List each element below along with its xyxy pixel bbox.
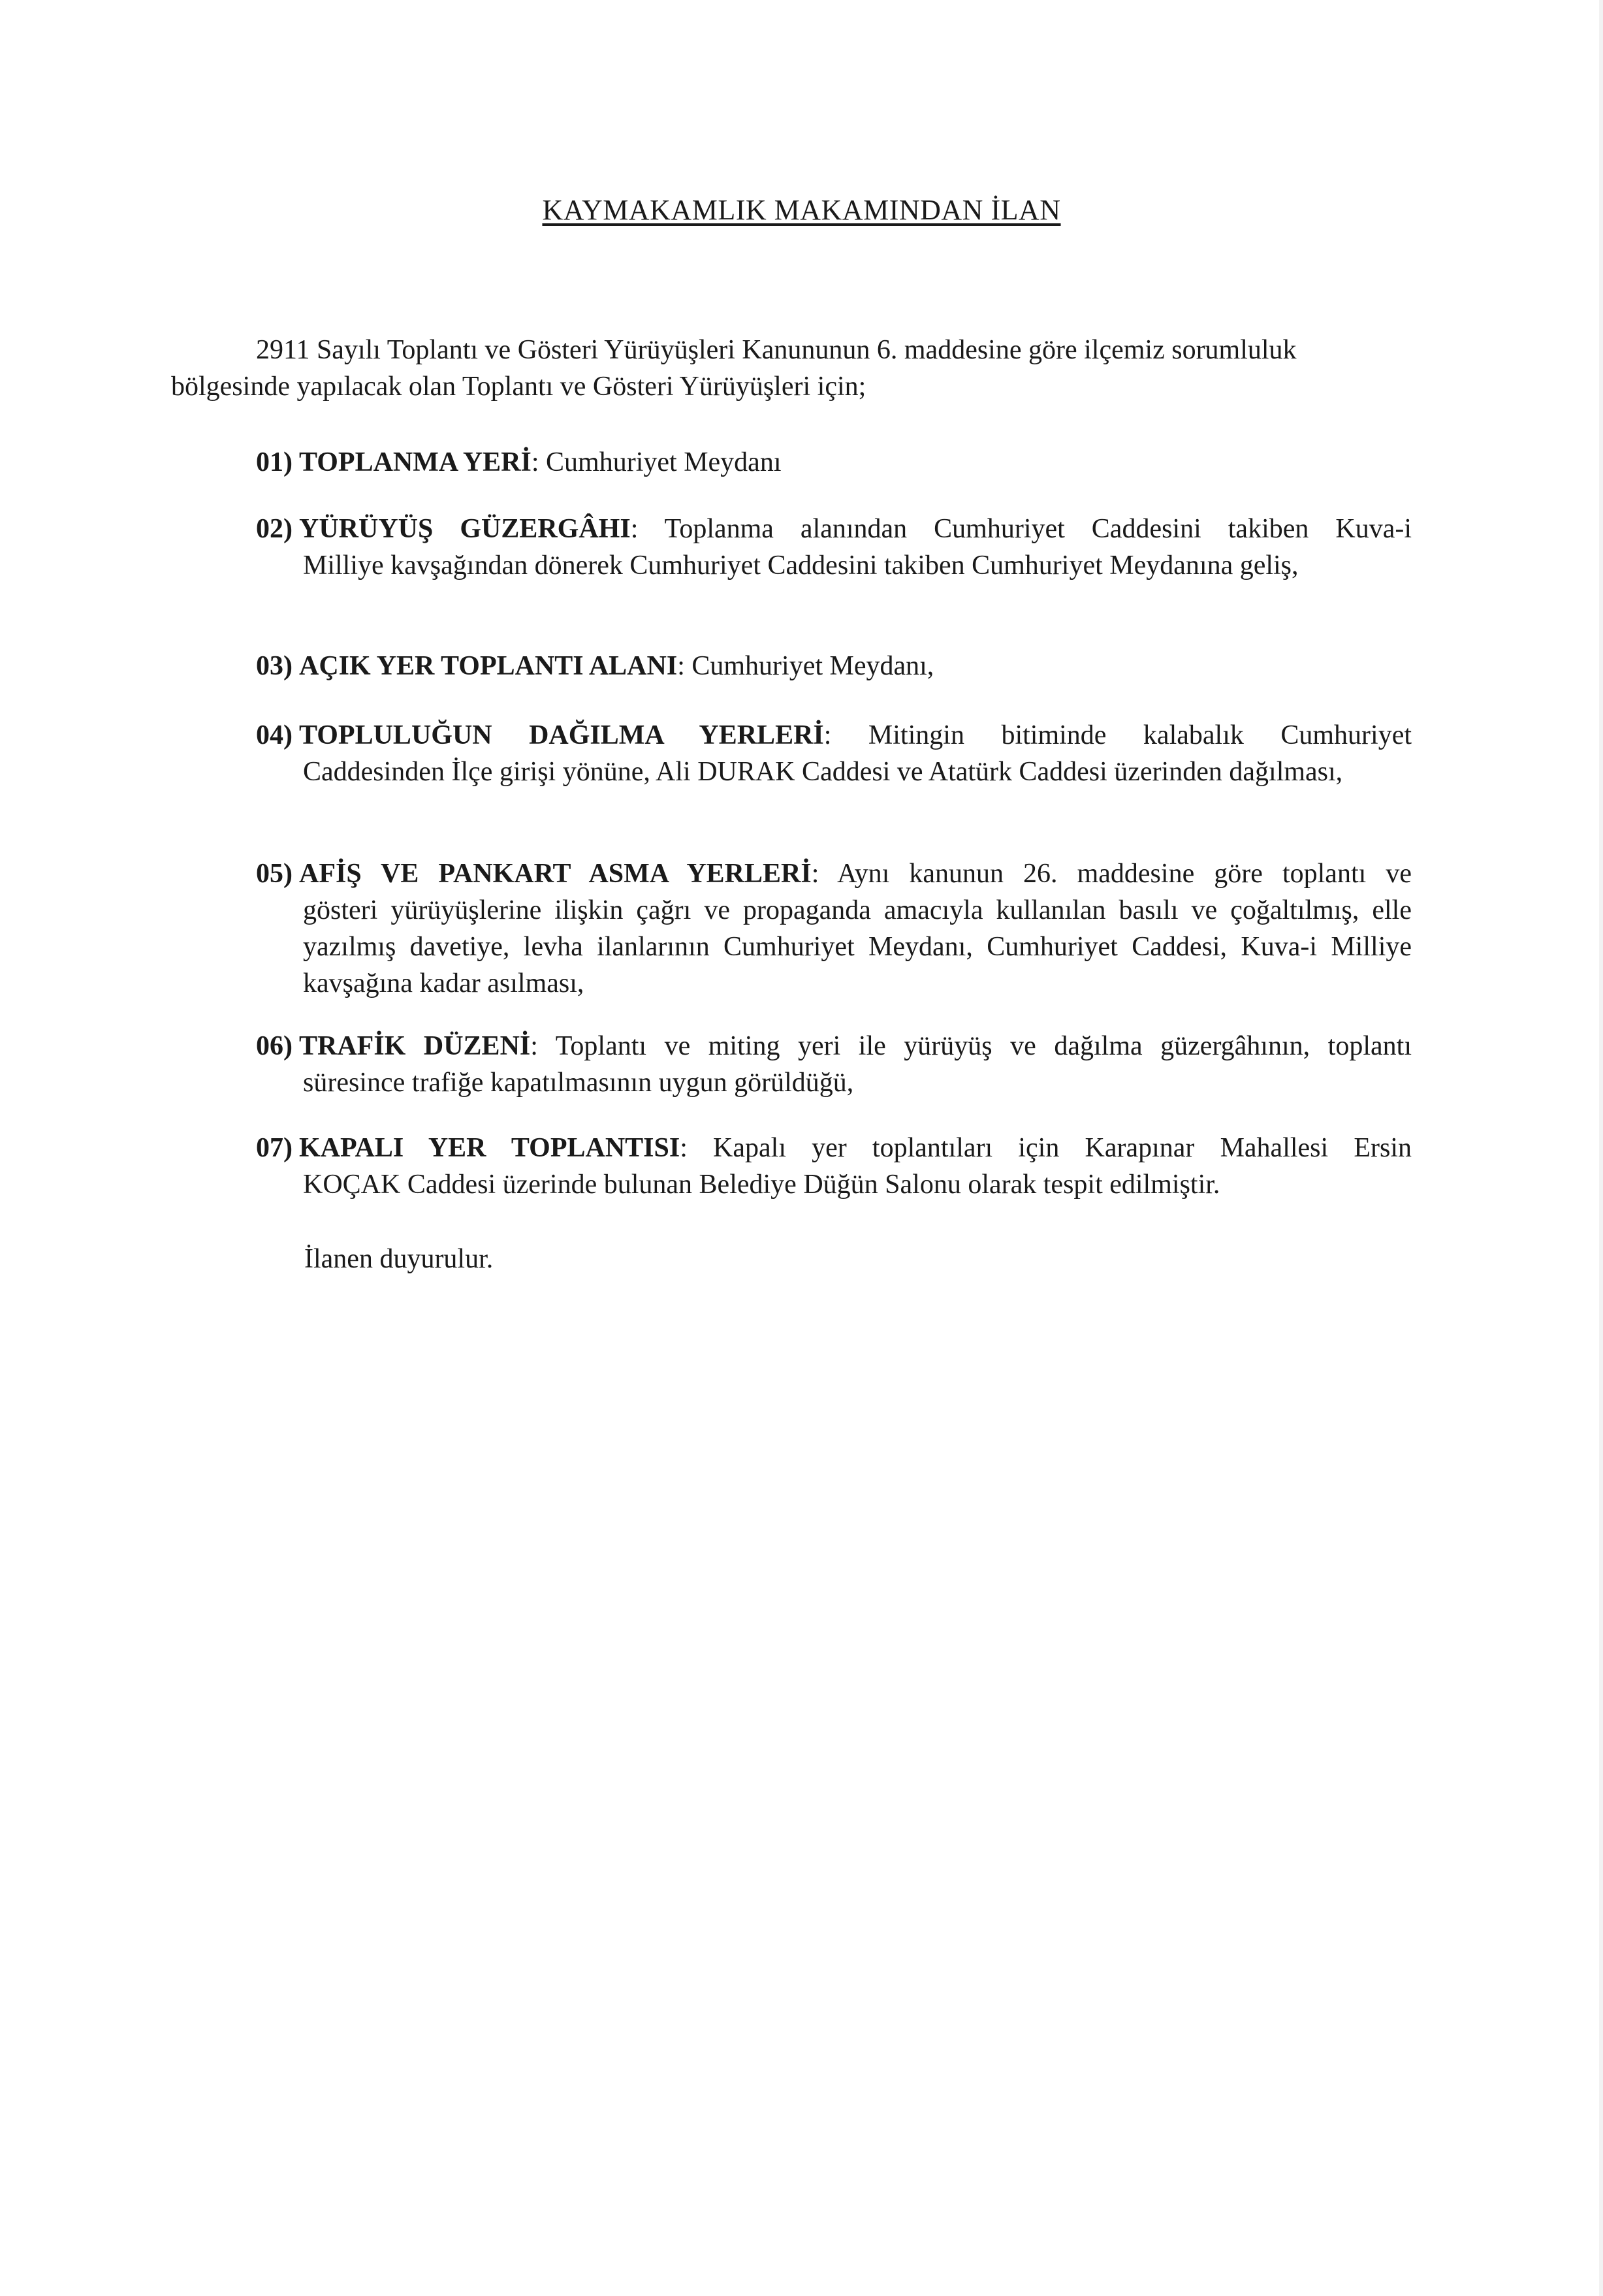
list-item-05 bbox=[256, 855, 1412, 1002]
scan-edge bbox=[1599, 0, 1603, 2296]
item-heading: YÜRÜYÜŞ GÜZERGÂHI bbox=[299, 514, 631, 544]
list-item-02 bbox=[256, 511, 1412, 584]
item-text: : Mitingin bitiminde kalabalık Cumhuriyet bbox=[823, 720, 1412, 750]
item-heading: KAPALI YER TOPLANTISI bbox=[299, 1133, 680, 1163]
item-text: : Aynı kanunun 26. maddesine göre toplantı ve bbox=[811, 859, 1412, 889]
intro-line-1: 2911 Sayılı Toplantı ve Gösteri Yürüyüşleri Kanununun 6. maddesine göre ilçemiz sorumluluk bbox=[256, 335, 1297, 365]
item-first-line bbox=[256, 1130, 1412, 1166]
list-item-04 bbox=[256, 717, 1412, 790]
item-heading: TRAFİK DÜZENİ bbox=[299, 1031, 531, 1061]
item-heading: AFİŞ VE PANKART ASMA YERLERİ bbox=[299, 859, 812, 889]
item-continuation: gösteri yürüyüşlerine ilişkin çağrı ve propaganda amacıyla kullanılan basılı ve çoğaltılmış, elle yazılmış davetiye, levha ilanlarının Cumhuriyet Meydanı, Cumhuriyet Caddesi, Kuva-i Milliye kavşağına kadar asılması, bbox=[303, 895, 1412, 998]
item-heading: TOPLULUĞUN DAĞILMA YERLERİ bbox=[299, 720, 824, 750]
item-text: : Toplantı ve miting yeri ile yürüyüş ve dağılma güzergâhının, toplantı bbox=[530, 1031, 1412, 1061]
list-item-07 bbox=[256, 1130, 1412, 1203]
item-first-line bbox=[256, 1028, 1412, 1064]
item-heading: TOPLANMA YERİ bbox=[299, 447, 532, 477]
intro-line-2: bölgesinde yapılacak olan Toplantı ve Gösteri Yürüyüşleri için; bbox=[171, 372, 866, 402]
item-number: 02) bbox=[256, 514, 293, 544]
document-title: KAYMAKAMLIK MAKAMINDAN İLAN bbox=[542, 194, 1061, 226]
item-text: : Kapalı yer toplantıları için Karapınar Mahallesi Ersin bbox=[680, 1133, 1412, 1163]
item-first-line bbox=[256, 511, 1412, 547]
list-item-06 bbox=[256, 1028, 1412, 1101]
item-text: : Cumhuriyet Meydanı, bbox=[677, 651, 934, 681]
item-continuation: KOÇAK Caddesi üzerinde bulunan Belediye Düğün Salonu olarak tespit edilmiştir. bbox=[303, 1170, 1220, 1200]
closing-line: İlanen duyurulur. bbox=[304, 1244, 494, 1274]
item-number: 01) bbox=[256, 447, 293, 477]
intro-paragraph bbox=[171, 332, 1412, 405]
item-number: 06) bbox=[256, 1031, 293, 1061]
item-number: 04) bbox=[256, 720, 293, 750]
item-text: : Toplanma alanından Cumhuriyet Caddesini takiben Kuva-i bbox=[630, 514, 1412, 544]
item-number: 05) bbox=[256, 859, 293, 889]
item-heading: AÇIK YER TOPLANTI ALANI bbox=[299, 651, 678, 681]
item-number: 07) bbox=[256, 1133, 293, 1163]
item-continuation: Caddesinden İlçe girişi yönüne, Ali DURAK Caddesi ve Atatürk Caddesi üzerinden dağılması, bbox=[303, 757, 1343, 787]
item-first-line bbox=[256, 855, 1412, 892]
item-text: : Cumhuriyet Meydanı bbox=[531, 447, 782, 477]
list-item-01 bbox=[256, 444, 1412, 481]
item-first-line bbox=[256, 717, 1412, 754]
item-continuation: Milliye kavşağından dönerek Cumhuriyet Caddesini takiben Cumhuriyet Meydanına geliş, bbox=[303, 550, 1299, 581]
item-number: 03) bbox=[256, 651, 293, 681]
item-continuation: süresince trafiğe kapatılmasının uygun görüldüğü, bbox=[303, 1068, 854, 1098]
list-item-03 bbox=[256, 648, 1412, 684]
